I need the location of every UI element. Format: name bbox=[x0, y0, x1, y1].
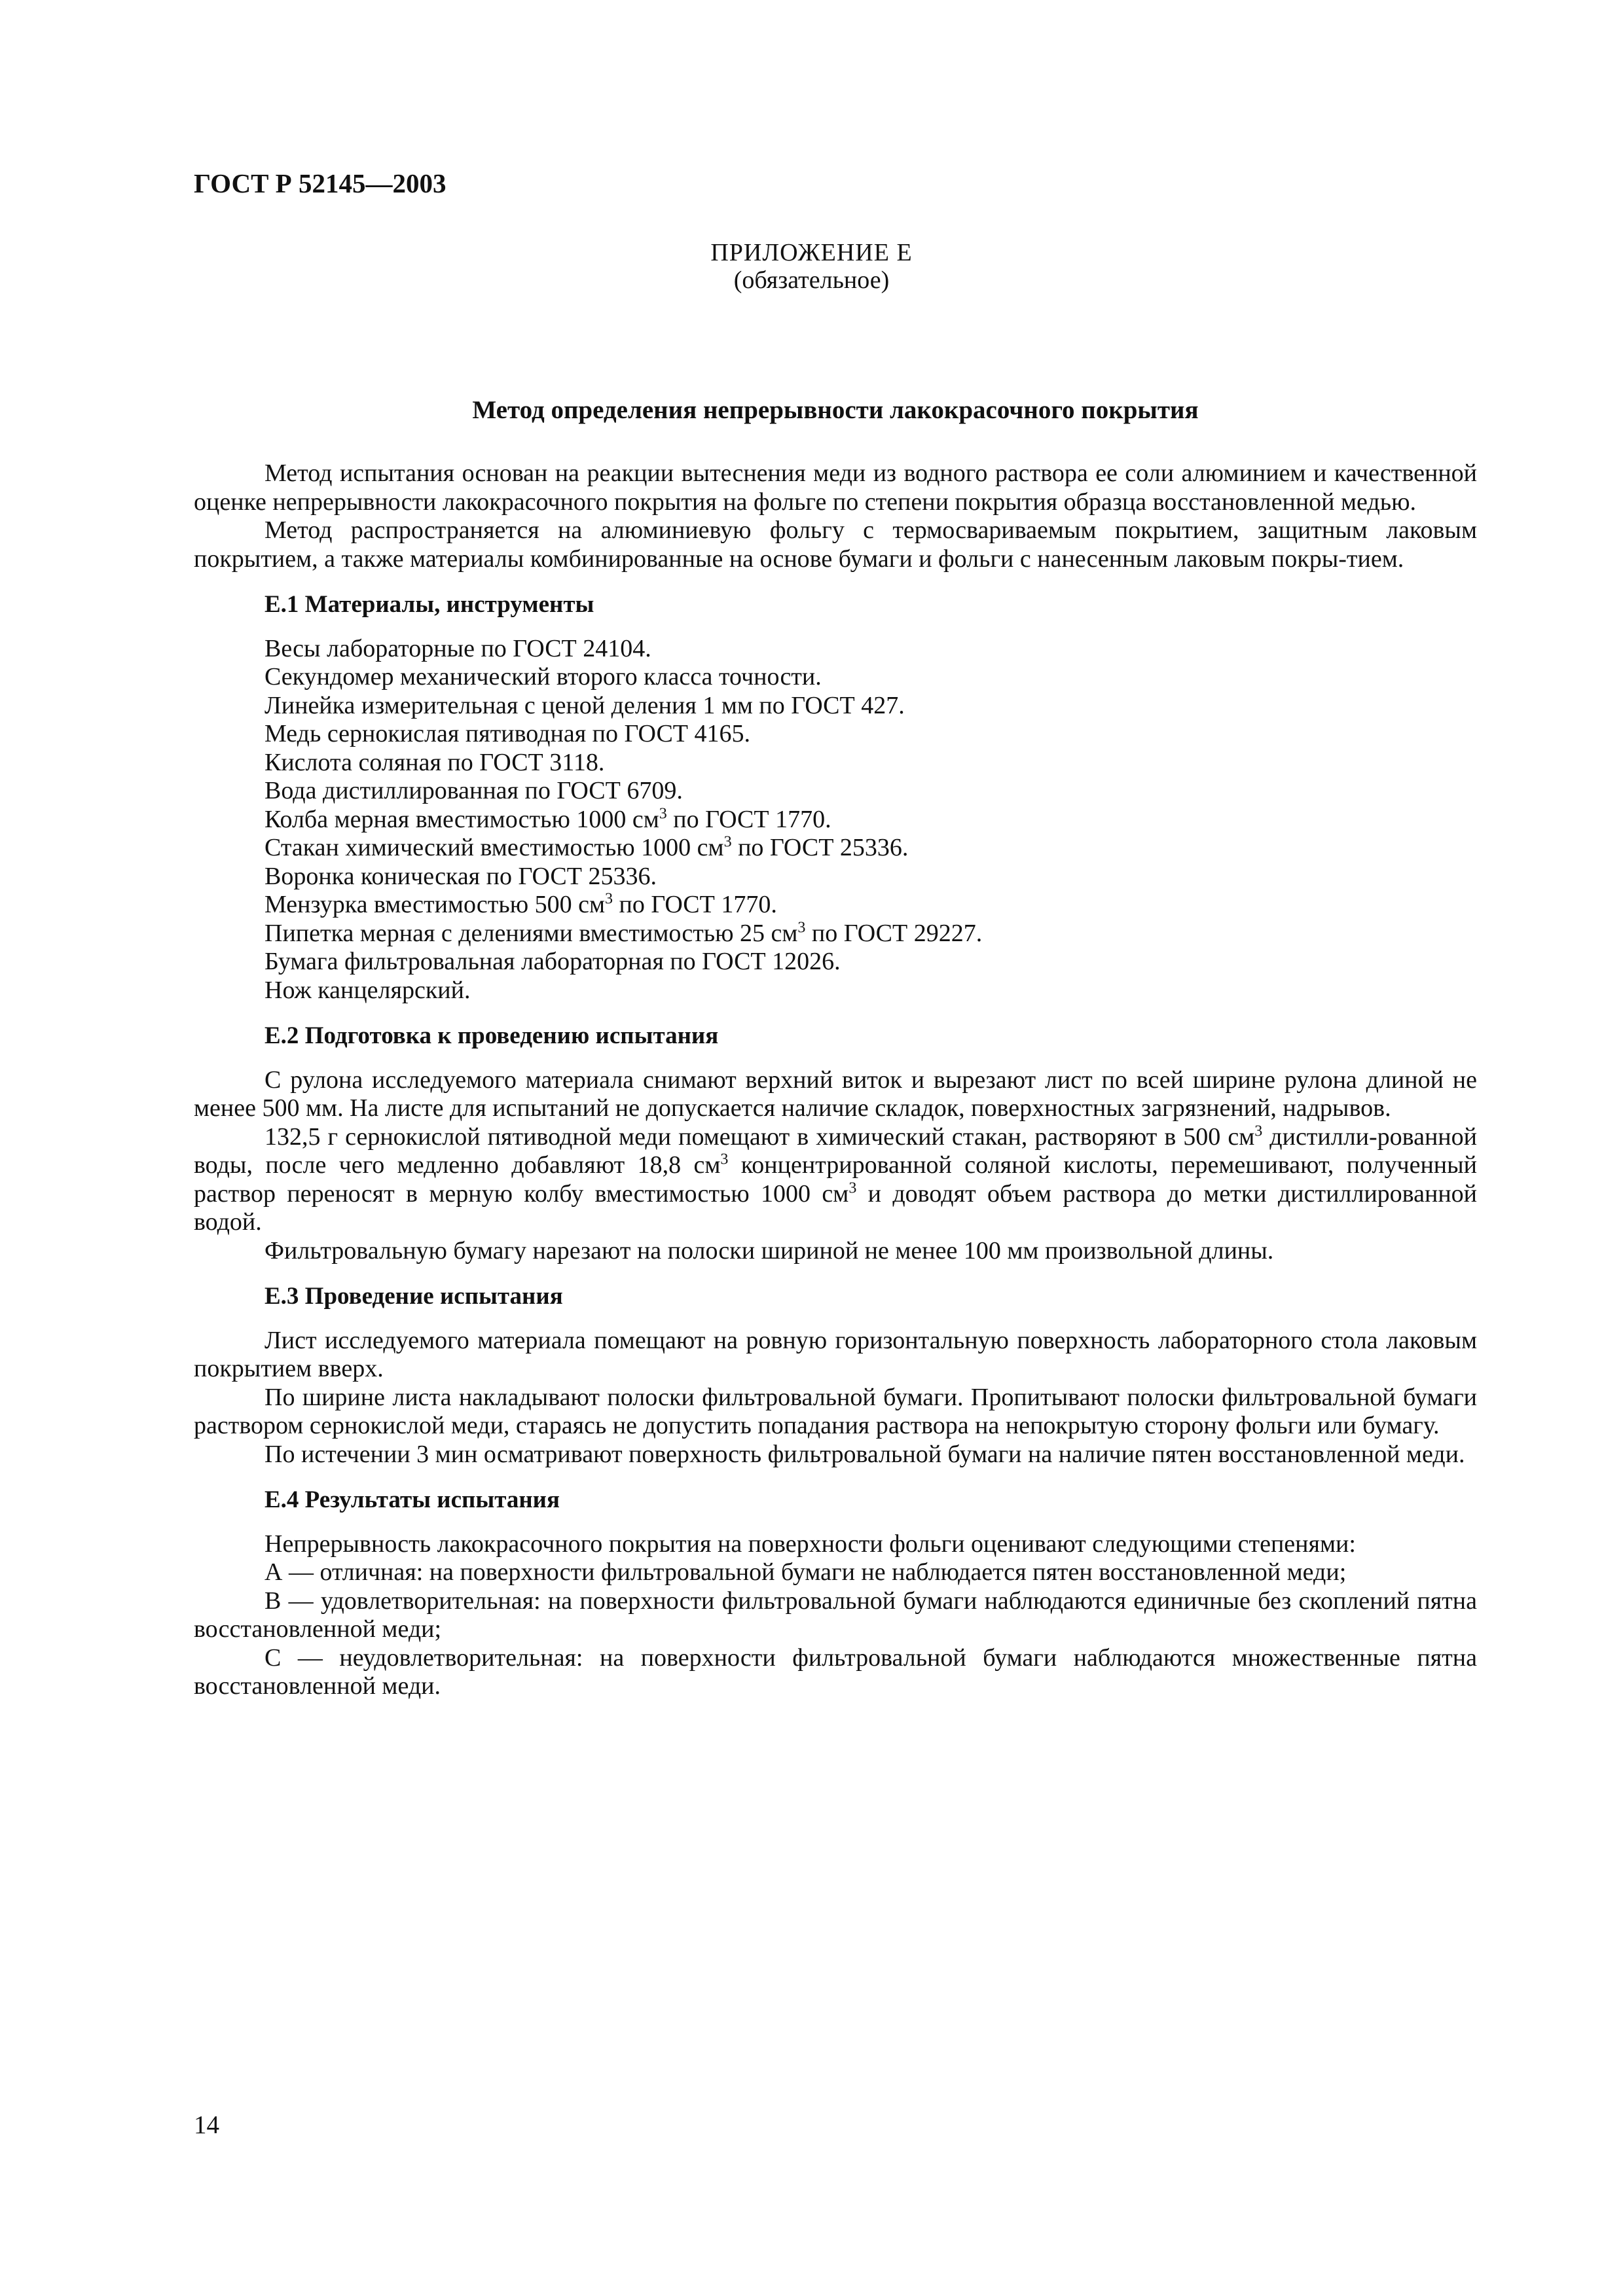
section-heading-e3: Е.3 Проведение испытания bbox=[264, 1283, 563, 1310]
paragraph: В — удовлетворительная: на поверхности фильтровальной бумаги наблюдаются единичные без скоплений пятна восстановленной меди; bbox=[194, 1587, 1477, 1643]
list-item: Медь сернокислая пятиводная по ГОСТ 4165. bbox=[264, 720, 751, 747]
paragraph: С — неудовлетворительная: на поверхности фильтровальной бумаги наблюдаются множественные пятна восстановленной меди. bbox=[194, 1643, 1477, 1700]
intro-paragraph: Метод распространяется на алюминиевую фольгу с термосвариваемым покрытием, защитным лаковым покрытием, а также материалы комбинированные на основе бумаги и фольги с нанесенным лаковым покры-тием. bbox=[194, 516, 1477, 573]
paragraph: По истечении 3 мин осматривают поверхность фильтровальной бумаги на наличие пятен восстановленной меди. bbox=[264, 1440, 1465, 1468]
list-item: Весы лабораторные по ГОСТ 24104. bbox=[264, 634, 651, 662]
list-item: Воронка коническая по ГОСТ 25336. bbox=[264, 862, 657, 890]
list-item: Линейка измерительная с ценой деления 1 мм по ГОСТ 427. bbox=[264, 691, 905, 719]
paragraph: А — отличная: на поверхности фильтровальной бумаги не наблюдается пятен восстановленной меди; bbox=[264, 1558, 1347, 1586]
section-heading-e1: Е.1 Материалы, инструменты bbox=[264, 591, 594, 618]
list-item: Кислота соляная по ГОСТ 3118. bbox=[264, 748, 605, 776]
paragraph: Непрерывность лакокрасочного покрытия на поверхности фольги оценивают следующими степенями: bbox=[264, 1530, 1356, 1558]
list-item: Стакан химический вместимостью 1000 $см^3$ по ГОСТ 25336. bbox=[264, 833, 909, 861]
intro-paragraph: Метод испытания основан на реакции вытеснения меди из водного раствора ее соли алюминием и качественной оценке непрерывности лакокрасочного покрытия на фольге по степени покрытия образца восстановленной медью. bbox=[194, 459, 1477, 516]
list-item: Колба мерная вместимостью 1000 $см^3$ по ГОСТ 1770. bbox=[264, 804, 831, 833]
paragraph: 132,5 г сернокислой пятиводной меди помещают в химический стакан, растворяют в 500 $см^3$ дистилли-рованной воды, после чего медленно добавляют 18,8 $см^3$ концентрированной соляной кислоты, перемешивают, полученный раствор переносят в мерную колбу вместимостью 1000 $см^3$ и доводят объем раствора до метки дистиллированной водой. bbox=[194, 1122, 1477, 1236]
paragraph: Лист исследуемого материала помещают на ровную горизонтальную поверхность лабораторного стола лаковым покрытием вверх. bbox=[194, 1326, 1477, 1382]
list-item: Нож канцелярский. bbox=[264, 976, 471, 1004]
document-title: Метод определения непрерывности лакокрасочного покрытия bbox=[472, 396, 1199, 424]
list-item: Бумага фильтровальная лабораторная по ГОСТ 12026. bbox=[264, 948, 841, 975]
paragraph: По ширине листа накладывают полоски фильтровальной бумаги. Пропитывают полоски фильтровальной бумаги раствором сернокислой меди, стараясь не допустить попадания раствора на непокрытую сторону фольги или бумагу. bbox=[194, 1383, 1477, 1439]
list-item: Вода дистиллированная по ГОСТ 6709. bbox=[264, 777, 683, 804]
paragraph: Фильтровальную бумагу нарезают на полоски шириной не менее 100 мм произвольной длины. bbox=[264, 1236, 1274, 1265]
list-item: Мензурка вместимостью 500 $см^3$ по ГОСТ 1770. bbox=[264, 890, 777, 918]
list-item: Секундомер механический второго класса точности. bbox=[264, 663, 822, 691]
document-body bbox=[194, 459, 1477, 1701]
appendix-status: (обязательное) bbox=[733, 266, 890, 294]
list-item: Пипетка мерная с делениями вместимостью 25 $см^3$ по ГОСТ 29227. bbox=[264, 918, 983, 947]
section-heading-e4: Е.4 Результаты испытания bbox=[264, 1486, 560, 1513]
materials-list bbox=[194, 635, 1477, 1005]
page-number: 14 bbox=[194, 2111, 219, 2139]
standard-number: ГОСТ Р 52145—2003 bbox=[194, 168, 447, 198]
section-heading-e2: Е.2 Подготовка к проведению испытания bbox=[264, 1022, 719, 1049]
appendix-title: ПРИЛОЖЕНИЕ Е bbox=[710, 239, 913, 266]
paragraph: С рулона исследуемого материала снимают верхний виток и вырезают лист по всей ширине рулона длиной не менее 500 мм. На листе для испытаний не допускается наличие складок, поверхностных загрязнений, надрывов. bbox=[194, 1066, 1477, 1122]
